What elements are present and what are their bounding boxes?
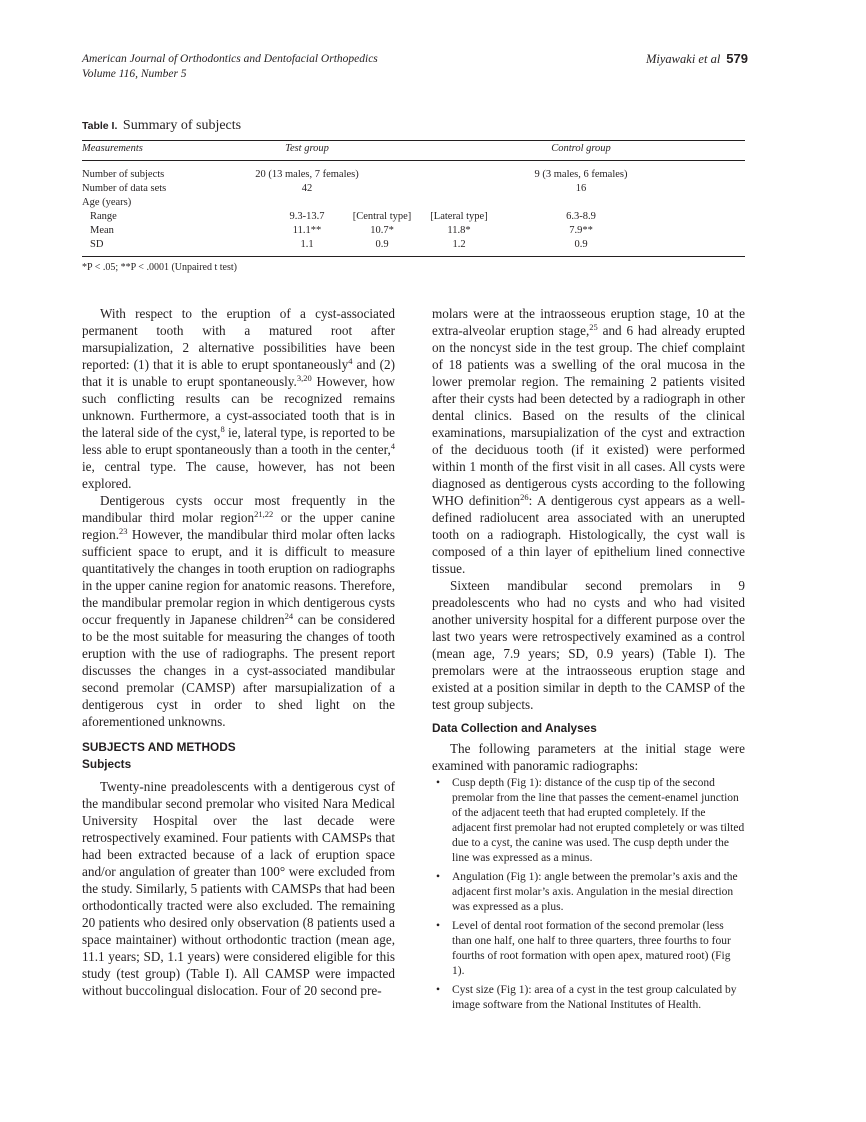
control-group-paragraph: Sixteen mandibular second premolars in 9 preadolescents who had no cysts and who had visited another university hospital for a different purpose over the last two years were retrospectively examined as a control (mean age, 7.9 years; SD, 0.9 years) (Table I). The premolars were at the intraosseous eruption stage and existed at a position similar in depth to the CAMSP of the test group subjects. <box>432 578 745 712</box>
citation: 24 <box>284 611 294 621</box>
cell-mean-test: 11.1** <box>292 225 322 236</box>
cell-mean-lateral: 11.8* <box>447 225 471 236</box>
cell-subjects-control: 9 (3 males, 6 females) <box>534 169 628 180</box>
cell-range-control: 6.3-8.9 <box>566 211 596 222</box>
subsection-heading-data: Data Collection and Analyses <box>432 721 597 735</box>
cell-sd-test: 1.1 <box>300 239 314 250</box>
citation: 4 <box>390 441 395 451</box>
row-label-datasets: Number of data sets <box>82 183 167 194</box>
cell-range-central: [Central type] <box>352 211 412 222</box>
citation: 3,20 <box>296 373 312 383</box>
subsection-heading-subjects: Subjects <box>82 757 132 771</box>
parameter-list <box>432 776 745 1013</box>
intro-paragraph-2: Dentigerous cysts occur most frequently in the mandibular third molar region$^{21,22}$ or the upper canine region.$^{23}$ However, the mandibular third molar often lacks sufficient space to erupt, and it is difficult to measure quantitatively the changes in tooth eruption on radiographs in the upper canine region for anatomic reasons. Therefore, the mandibular premolar region in which dentigerous cysts occur frequently in Japanese children$^{24}$ can be considered to be the most suitable for measuring the changes of tooth eruption with the use of radiographs. The present report discusses the changes in a cyst-associated mandibular second premolar (CAMSP) after marsupialization of a dentigerous cyst in order to shed light on the aforementioned unknowns. <box>82 493 395 729</box>
page-number: 579 <box>726 51 748 66</box>
row-label-age: Age (years) <box>82 197 132 208</box>
journal-title: American Journal of Orthodontics and Dentofacial Orthopedics <box>82 53 378 65</box>
cell-sd-control: 0.9 <box>574 239 588 250</box>
citation: 21,22 <box>254 509 274 519</box>
table-title: Summary of subjects <box>122 118 242 133</box>
parameters-intro-paragraph: The following parameters at the initial stage were examined with panoramic radiographs: <box>432 741 745 773</box>
citation: 4 <box>348 356 353 366</box>
running-header-left <box>82 52 378 82</box>
list-item: • Level of dental root formation of the second premolar (less than one half, one half to three quarters, three fourths to four fourths of root formation with open apex, matured root) (Fig 1). <box>436 920 731 977</box>
cell-datasets-control: 16 <box>575 183 587 194</box>
row-label-subjects: Number of subjects <box>82 169 165 180</box>
cell-subjects-test: 20 (13 males, 7 females) <box>255 169 359 180</box>
col-header-measurements: Measurements <box>82 143 143 154</box>
table-label: Table I. <box>82 120 118 132</box>
right-column <box>432 305 745 1017</box>
list-item: • Cyst size (Fig 1): area of a cyst in the test group calculated by image software from the National Institutes of Health. <box>436 984 737 1011</box>
col-header-control: Control group <box>551 143 611 154</box>
list-item: • Cusp depth (Fig 1): distance of the cusp tip of the second premolar from the line that passes the cement-enamel junction of the adjacent teeth that had erupted completely. If the adjacent first premolar had not erupted completely or was tilted due to a cyst, the canine was used. The cusp depth under the line was expressed as a minus. <box>436 777 745 864</box>
cell-sd-central: 0.9 <box>375 239 389 250</box>
bullet-icon: • <box>436 871 441 883</box>
cell-sd-lateral: 1.2 <box>452 239 466 250</box>
table-bottom-rule <box>82 256 745 257</box>
row-label-range: Range <box>90 211 117 222</box>
citation: 23 <box>119 526 128 536</box>
citation: 25 <box>589 322 598 332</box>
cell-range-lateral: [Lateral type] <box>430 211 488 222</box>
cell-mean-central: 10.7* <box>370 225 394 236</box>
list-item: • Angulation (Fig 1): angle between the premolar’s axis and the adjacent first molar’s axis. Angulation in the mesial direction was expressed as a plus. <box>436 871 738 913</box>
bullet-icon: • <box>436 984 441 996</box>
citation: 8 <box>220 424 225 434</box>
authors: Miyawaki et al <box>646 52 721 66</box>
col-header-test: Test group <box>285 143 329 154</box>
table-header-rule <box>82 160 745 161</box>
section-heading-methods: SUBJECTS AND METHODS <box>82 740 236 754</box>
left-column <box>82 305 395 999</box>
table-top-rule <box>82 140 745 141</box>
subjects-paragraph: Twenty-nine preadolescents with a dentigerous cyst of the mandibular second premolar who visited Nara Medical University Hospital over the last decade were retrospectively examined. Four patients with CAMSPs that had been extracted because of a lack of eruption space and/or angulation of greater than 100° were excluded from the study. Similarly, 5 patients with CAMSPs that had been orthodontically tracted were also excluded. The remaining 20 patients who desired only observation (8 patients used a space maintainer) without orthodontic traction (mean age, 11.1 years; SD, 1.1 years) were considered eligible for this study (test group) (Table I). All CAMSP were impacted without buccolingual dislocation. Four of 20 second pre- <box>82 779 395 998</box>
table-footnote: *P < .05; **P < .0001 (Unpaired t test) <box>82 262 237 273</box>
cell-range-test: 9.3-13.7 <box>289 211 325 222</box>
running-header-right <box>646 51 748 67</box>
row-label-sd: SD <box>90 239 104 250</box>
citation: 26 <box>520 492 529 502</box>
volume-issue: Volume 116, Number 5 <box>82 68 187 80</box>
intro-paragraph-1: With respect to the eruption of a cyst-associated permanent tooth with a matured root after marsupialization, 2 alternative possibilities have been reported: (1) that it is able to erupt spontaneously$^4$ and (2) that it is unable to erupt spontaneously.$^{3,20}$ However, how such conflicting results can be recognized remains unknown. Furthermore, a cyst-associated tooth that is in the lateral side of the cyst,$^8$ ie, lateral type, is reported to be less able to erupt spontaneously than a tooth in the center,$^4$ ie, central type. The cause, however, has not been explored. <box>82 306 395 491</box>
row-label-mean: Mean <box>90 225 114 236</box>
table-caption <box>82 118 241 134</box>
subjects-continued-paragraph: molars were at the intraosseous eruption stage, 10 at the extra-alveolar eruption stage,$^{25}$ and 6 had already erupted on the noncyst side in the test group. The chief complaint of 18 patients was a swelling of the oral mucosa in the lower premolar region. The remaining 2 patients visited after their cysts had been detected by a radiograph in other dental clinics. Based on the results of the clinical examinations, marsupialization of the cyst and extraction of the deciduous tooth (if it existed) were performed within 1 month of the first visit in all cases. All cysts were diagnosed as dentigerous cysts according to the following WHO definition$^{26}$: A dentigerous cyst appears as a well-defined radiolucent area associated with an unerupted tooth on a radiograph. Histologically, the cyst wall is composed of a thin layer of epithelium lined connective tissue. <box>432 306 745 576</box>
bullet-icon: • <box>436 777 441 789</box>
cell-datasets-test: 42 <box>301 183 313 194</box>
cell-mean-control: 7.9** <box>569 225 593 236</box>
bullet-icon: • <box>436 920 441 932</box>
